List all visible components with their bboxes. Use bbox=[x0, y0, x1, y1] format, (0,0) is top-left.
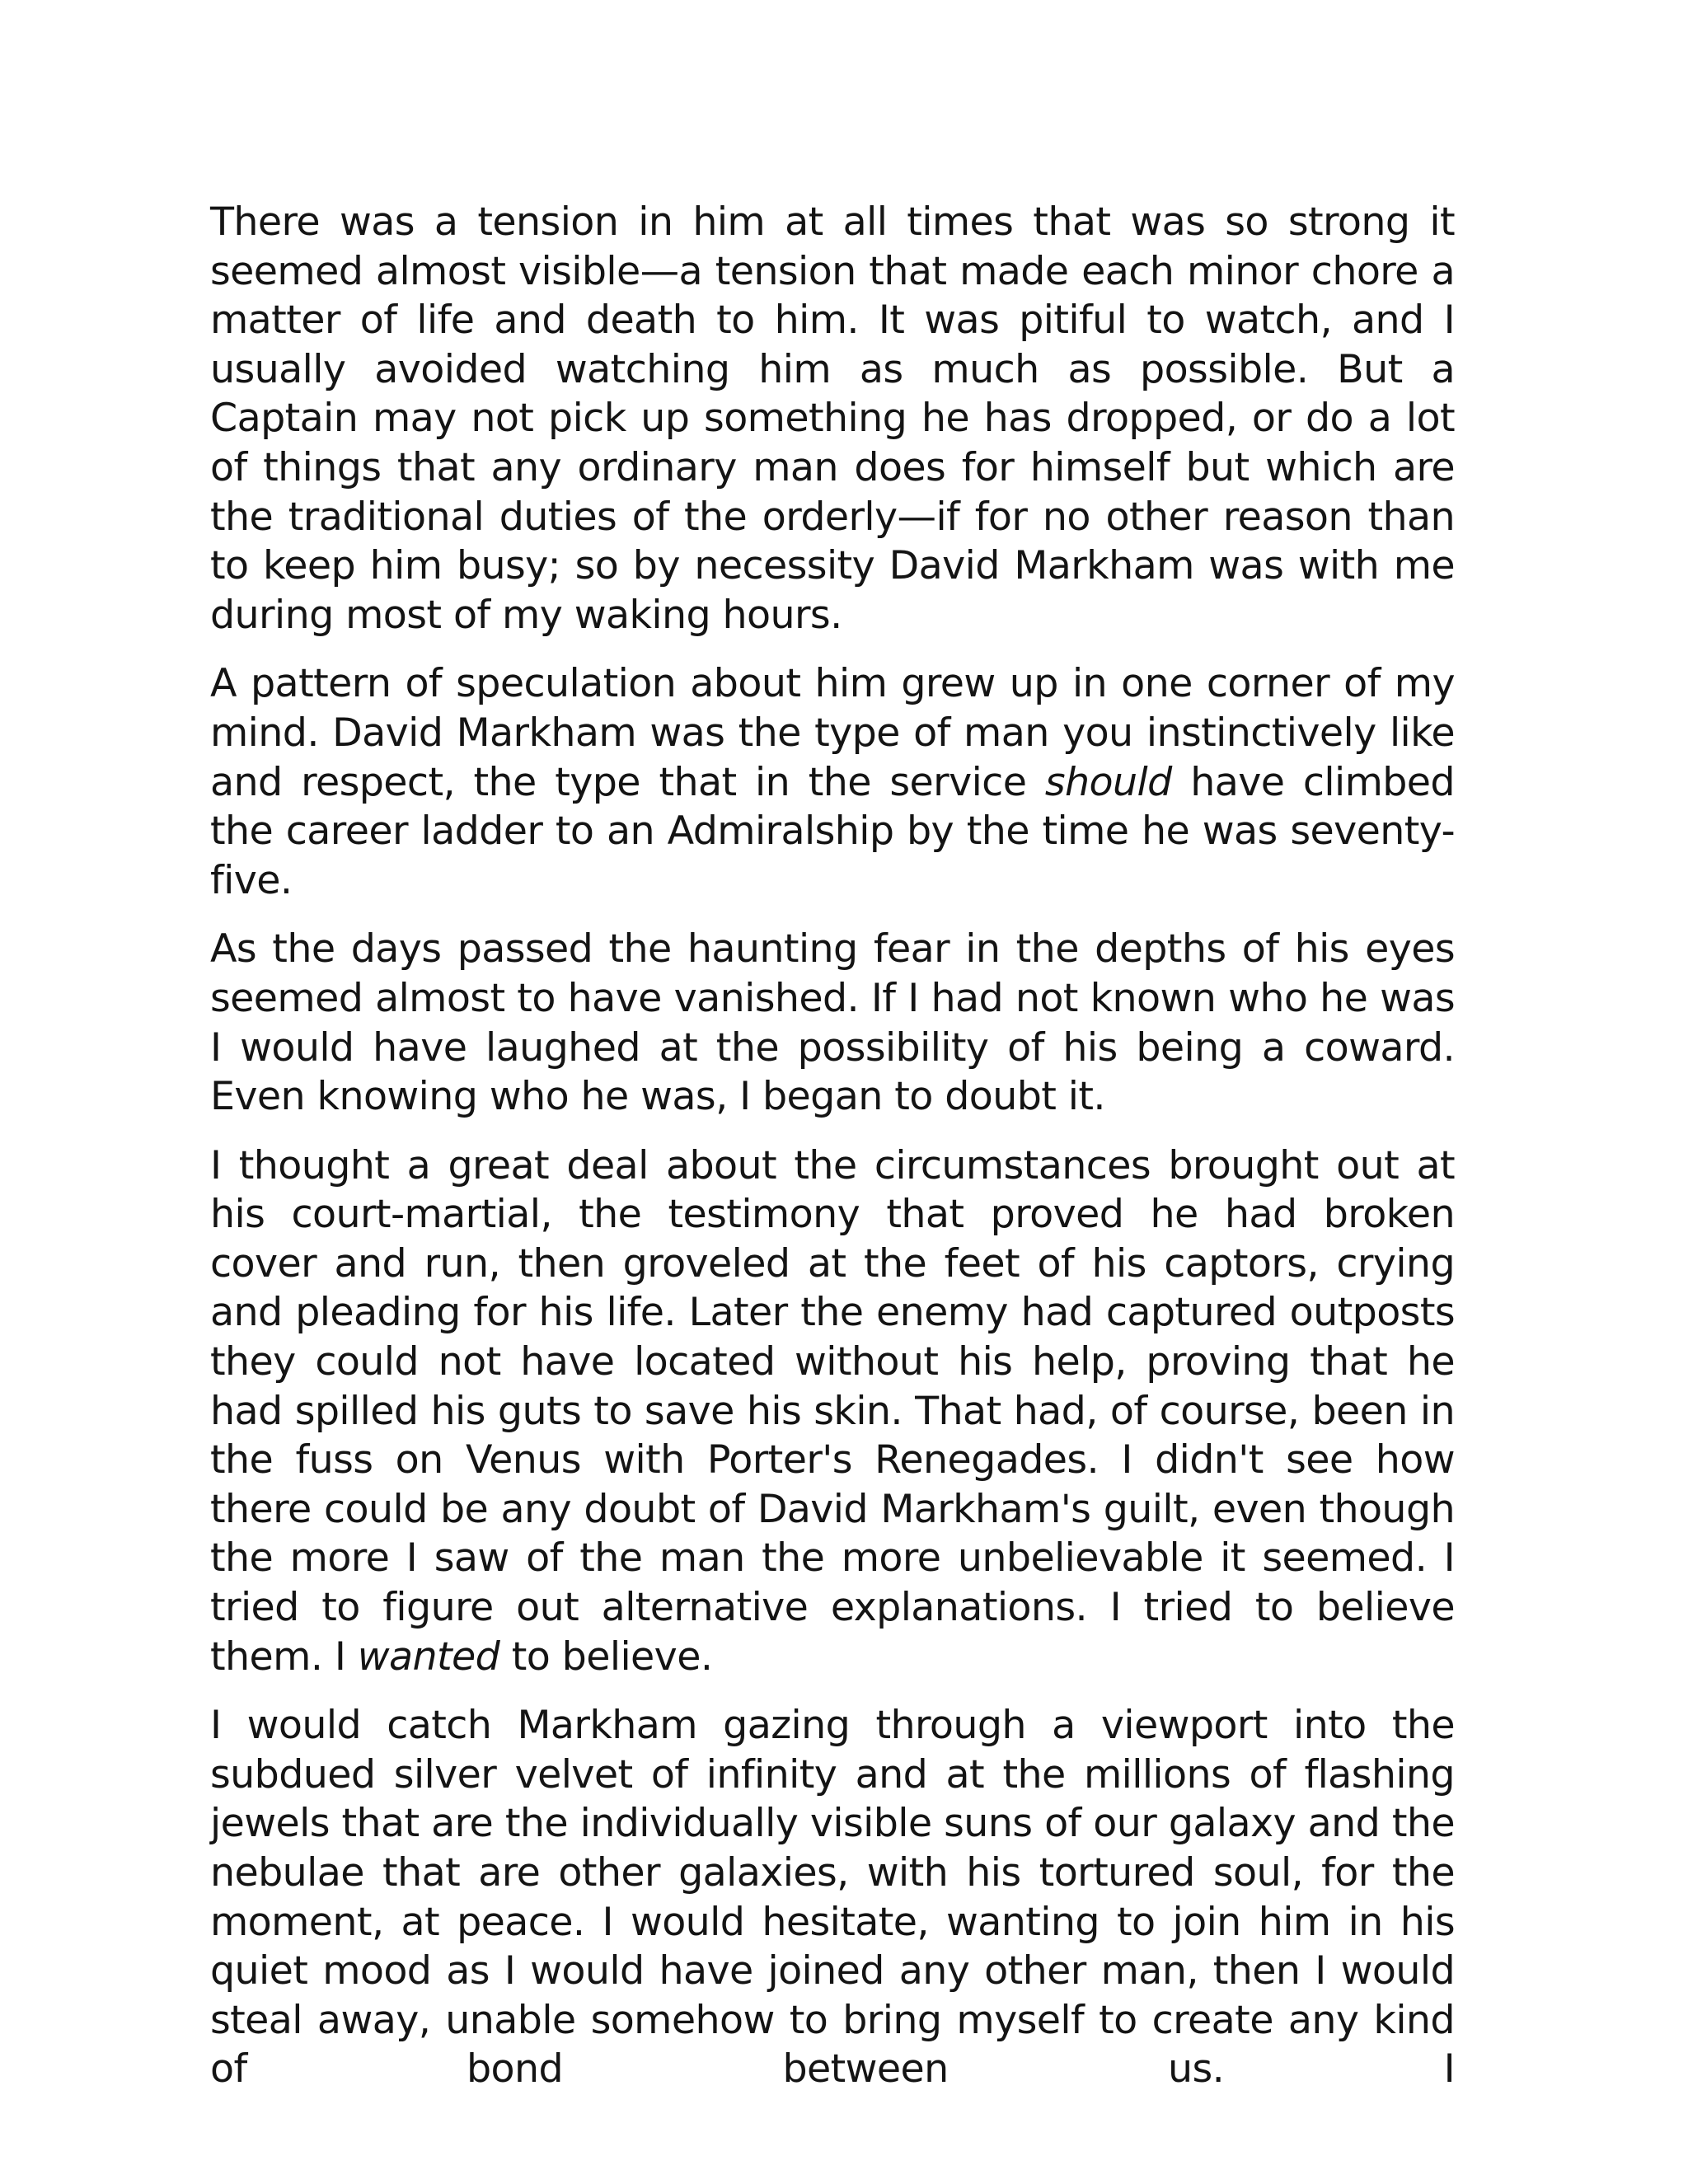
emphasis-wanted: wanted bbox=[357, 1633, 500, 1680]
paragraph-2 bbox=[210, 659, 1455, 905]
paragraph-2-text-start: A pattern of speculation about him grew up in one corner of my mind. David Markham was the type of man you instinctively like and respect, the type that in the service bbox=[210, 661, 1455, 805]
paragraph-4-text-start: I thought a great deal about the circumstances brought out at his court-martial, the testimony that proved he had broken cover and run, then groveled at the feet of his captors, crying and pleading for his life. Later the enemy had captured outposts they could not have located without his help, proving that he had spilled his guts to save his skin. That had, of course, been in the fuss on Venus with Porter's Renegades. I didn't see how there could be any doubt of David Markham's guilt, even though the more I saw of the man the more unbelievable it seemed. I tried to figure out alternative explanations. I tried to believe them. I bbox=[210, 1142, 1455, 1680]
emphasis-should: should bbox=[1044, 759, 1172, 805]
paragraph-5: I would catch Markham gazing through a viewport into the subdued silver velvet of infinity and at the millions of flashing jewels that are the individually visible suns of our galaxy and the nebulae that are other galaxies, with his tortured soul, for the moment, at peace. I would hesitate, wanting to join him in his quiet mood as I would have joined any other man, then I would steal away, unable somehow to bring myself to create any kind of bond between us. I bbox=[210, 1703, 1455, 2093]
paragraph-1: There was a tension in him at all times that was so strong it seemed almost visible—a tension that made each minor chore a matter of life and death to him. It was pitiful to watch, and I usually avoided watching him as much as possible. But a Captain may not pick up something he has dropped, or do a lot of things that any ordinary man does for himself but which are the traditional duties of the orderly—if for no other reason than to keep him busy; so by necessity David Markham was with me during most of my waking hours. bbox=[210, 199, 1455, 638]
paragraph-2-text-end: have climbed the career ladder to an Admiralship by the time he was seventy-five. bbox=[210, 759, 1455, 903]
paragraph-3: As the days passed the haunting fear in the depths of his eyes seemed almost to have vanished. If I had not known who he was I would have laughed at the possibility of his being a coward. Even knowing who he was, I began to doubt it. bbox=[210, 926, 1455, 1120]
paragraph-4-text-end: to believe. bbox=[499, 1633, 713, 1680]
paragraph-4 bbox=[210, 1141, 1455, 1682]
book-page bbox=[210, 198, 1455, 2093]
